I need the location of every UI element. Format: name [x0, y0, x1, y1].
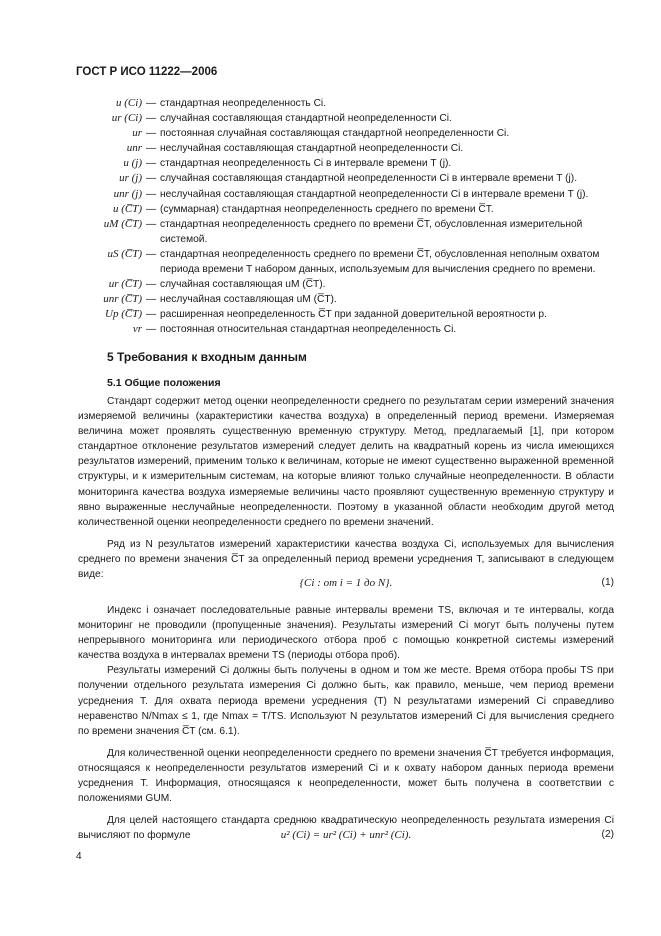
paragraph: Индекс i означает последовательные равные интервалы времени TS, включая и те интервалы, когда мониторинг не проводили (пропущенные значения). Результаты измерений Ci могут быть получены путем непрерывного мониторинга или периодического отбора проб с помощью конкретной системы измерений качества воздуха в интервалах времени TS (периоды отбора проб). [78, 605, 614, 662]
definition-symbol: Up (C̅T) [105, 308, 142, 321]
definition-text: стандартная неопределенность Ci в интервале времени T (j). [160, 158, 452, 170]
definition-symbol: ur (j) [119, 172, 142, 185]
formula-number: (2) [601, 829, 614, 840]
definition-text: неслучайная составляющая uM (C̅T). [160, 294, 337, 306]
definition-row: ur (j) — случайная составляющая стандартной неопределенности Ci в интервале времени T (j). [60, 171, 620, 186]
definition-text: (суммарная) стандартная неопределенность среднего по времени C̅T. [160, 203, 494, 215]
body-text-block [78, 394, 614, 582]
definition-symbol: uS (C̅T) [107, 247, 142, 260]
definition-symbol: uM (C̅T) [103, 217, 142, 230]
definition-row: vr — постоянная относительная стандартная неопределенность Ci. [60, 322, 620, 337]
definition-symbol: vr [132, 323, 142, 336]
formula-expression: {Ci : от i = 1 до N}. [299, 577, 393, 589]
definition-row: ur (C̅T) — случайная составляющая uM (C̅T). [60, 277, 620, 292]
definition-text: постоянная относительная стандартная неопределенность Ci. [160, 324, 457, 336]
definition-row: ur — постоянная случайная составляющая стандартной неопределенности Ci. [60, 126, 620, 141]
definition-row: unr (j) — неслучайная составляющая стандартной неопределенности Ci в интервале времени T (j). [60, 187, 620, 202]
definition-row: unr — неслучайная составляющая стандартной неопределенности Ci. [60, 141, 620, 156]
definition-text: стандартная неопределенность среднего по времени C̅T, обусловленная неполным охватом периода времени T набором данных, используемым для вычисления среднего по времени. [160, 248, 600, 276]
formula-number: (1) [601, 577, 614, 588]
definition-text: неслучайная составляющая стандартной неопределенности Ci в интервале времени T (j). [160, 188, 589, 200]
definition-text: расширенная неопределенность C̅T при заданной доверительной вероятности p. [160, 309, 547, 321]
definition-symbol: unr (C̅T) [103, 293, 142, 306]
definition-row: unr (C̅T) — неслучайная составляющая uM (C̅T). [60, 292, 620, 307]
definition-text: стандартная неопределенность среднего по времени C̅T, обусловленная измерительной системой. [160, 218, 583, 245]
definition-row: Up (C̅T) — расширенная неопределенность C̅T при заданной доверительной вероятности p. [60, 307, 620, 322]
definition-row: ur (Ci) — случайная составляющая стандартной неопределенности Ci. [60, 111, 620, 126]
standard-header: ГОСТ Р ИСО 11222—2006 [76, 66, 218, 78]
definition-text: неслучайная составляющая стандартной неопределенности Ci. [160, 143, 464, 155]
definition-row: u (Ci) — стандартная неопределенность Ci. [60, 96, 620, 111]
definition-row: u (j) — стандартная неопределенность Ci в интервале времени T (j). [60, 156, 620, 171]
definition-symbol: ur (Ci) [111, 112, 142, 125]
paragraph: Ряд из N результатов измерений характеристики качества воздуха Ci, используемых для вычисления среднего по времени значения C̅T за определенный период времени усреднения T, записывают в следующем виде: [78, 538, 614, 581]
definition-row: uM (C̅T) — стандартная неопределенность среднего по времени C̅T, обусловленная измерительной системой. [60, 217, 620, 247]
definition-symbol: u (j) [123, 157, 142, 170]
definition-symbol: ur (C̅T) [108, 278, 142, 291]
definition-text: случайная составляющая стандартной неопределенности Ci в интервале времени T (j). [160, 173, 578, 185]
paragraph: Результаты измерений Ci должны быть получены в одном и том же месте. Время отбора пробы TS при получении отдельного результата измерения Ci должно быть, как правило, меньше, чем период времени усреднения T. Для охвата периода времени усреднения (T) N результатами измерений Ci справедливо неравенство N/Nmax ≤ 1, где Nmax = T/TS. Используют N результатов измерений Ci для вычисления среднего по времени значения C̅T (см. 6.1). [78, 665, 614, 737]
formula-expression: u² (Ci) = ur² (Ci) + unr² (Ci). [280, 829, 412, 841]
definition-text: случайная составляющая uM (C̅T). [160, 279, 326, 291]
definition-row: uS (C̅T) — стандартная неопределенность среднего по времени C̅T, обусловленная неполным охватом периода времени T набором данных, используемым для вычисления среднего по времени. [60, 247, 620, 277]
symbol-definitions [60, 96, 620, 338]
body-text-block-2 [78, 603, 614, 843]
section-title: 5 Требования к входным данным [107, 350, 307, 364]
definition-symbol: ur [132, 127, 142, 140]
definition-symbol: unr [126, 142, 142, 155]
definition-symbol: unr (j) [113, 187, 142, 200]
paragraph: Для целей настоящего стандарта среднюю квадратическую неопределенность результата измерения Ci вычисляют по формуле [78, 815, 614, 842]
definition-text: случайная составляющая стандартной неопределенности Ci. [160, 113, 452, 125]
definition-row: u (C̅T) — (суммарная) стандартная неопределенность среднего по времени C̅T. [60, 202, 620, 217]
paragraph: Для количественной оценки неопределенности среднего по времени значения C̅T требуется информация, относящаяся к неопределенности результатов измерений Ci и к охвату набором данных периода времени усреднения T. Информация, относящаяся к неопределенности, может быть получена в соответствии с положениями GUM. [78, 747, 614, 805]
paragraph: Стандарт содержит метод оценки неопределенности среднего по результатам серии измерений значения измеряемой величины (характеристики качества воздуха) в определенный период времени. Измеряемая величина может проявлять существенную временную структуру. Метод, предлагаемый [1], при котором стандартное отклонение результатов измерений следует делить на квадратный корень из числа имеющихся результатов измерений, применим только к величинам, которые не имеют существенно выраженной временной структуры, и к измерительным системам, на которые влияют только случайные неопределенности. В области мониторинга качества воздуха измеряемые величины часто проявляют существенную временную структуру и явно выраженные неслучайные неопределенности. Поэтому в указанной области необходим другой метод количественной оценки неопределенности среднего по времени значений. [78, 396, 614, 528]
page-number: 4 [76, 851, 82, 862]
definition-symbol: u (C̅T) [112, 202, 142, 215]
definition-symbol: u (Ci) [116, 97, 142, 109]
definition-text: постоянная случайная составляющая стандартной неопределенности Ci. [160, 128, 510, 140]
subsection-title: 5.1 Общие положения [107, 377, 221, 389]
definition-text: стандартная неопределенность Ci. [160, 98, 327, 109]
